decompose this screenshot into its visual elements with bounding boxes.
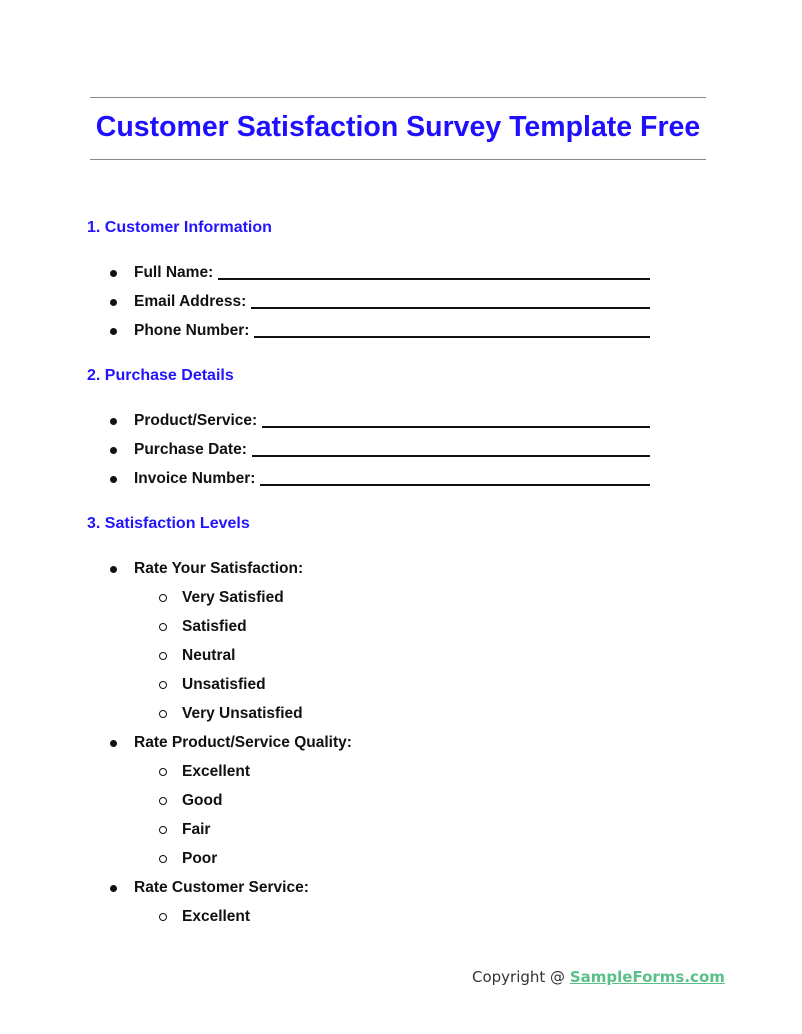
option-satisfied[interactable]: Satisfied xyxy=(134,612,650,641)
email-address-field[interactable] xyxy=(134,287,650,316)
blank-line[interactable] xyxy=(262,406,650,428)
option-excellent[interactable]: Excellent xyxy=(134,902,650,931)
product-service-field[interactable] xyxy=(134,406,650,435)
option-poor[interactable]: Poor xyxy=(134,844,650,873)
sampleforms-link[interactable]: SampleForms.com xyxy=(569,968,725,986)
section-heading-customer-information: 1. Customer Information xyxy=(87,219,272,236)
section-heading-satisfaction-levels: 3. Satisfaction Levels xyxy=(87,515,250,532)
field-label: Product/Service: xyxy=(134,412,258,429)
field-label: Phone Number: xyxy=(134,322,250,339)
blank-line[interactable] xyxy=(218,258,650,280)
option-fair[interactable]: Fair xyxy=(134,815,650,844)
top-divider xyxy=(90,97,706,98)
phone-number-field[interactable] xyxy=(134,316,650,345)
option-neutral[interactable]: Neutral xyxy=(134,641,650,670)
field-label: Full Name: xyxy=(134,264,214,281)
field-label: Invoice Number: xyxy=(134,470,256,487)
purchase-details-fields xyxy=(134,406,650,493)
question-customer-service: Rate Customer Service: xyxy=(134,873,650,902)
invoice-number-field[interactable] xyxy=(134,464,650,493)
purchase-date-field[interactable] xyxy=(134,435,650,464)
option-very-unsatisfied[interactable]: Very Unsatisfied xyxy=(134,699,650,728)
blank-line[interactable] xyxy=(252,435,650,457)
blank-line[interactable] xyxy=(260,464,650,486)
page-title: Customer Satisfaction Survey Template Free xyxy=(95,111,701,143)
option-good[interactable]: Good xyxy=(134,786,650,815)
copyright-text: Copyright @ xyxy=(472,968,570,986)
option-excellent[interactable]: Excellent xyxy=(134,757,650,786)
field-label: Email Address: xyxy=(134,293,247,310)
satisfaction-questions xyxy=(134,554,650,931)
option-unsatisfied[interactable]: Unsatisfied xyxy=(134,670,650,699)
question-quality: Rate Product/Service Quality: xyxy=(134,728,650,757)
option-very-satisfied[interactable]: Very Satisfied xyxy=(134,583,650,612)
title-divider xyxy=(90,159,706,160)
blank-line[interactable] xyxy=(251,287,650,309)
field-label: Purchase Date: xyxy=(134,441,247,458)
customer-information-fields xyxy=(134,258,650,345)
copyright-footer xyxy=(472,968,725,986)
blank-line[interactable] xyxy=(254,316,650,338)
section-heading-purchase-details: 2. Purchase Details xyxy=(87,367,234,384)
full-name-field[interactable] xyxy=(134,258,650,287)
question-satisfaction: Rate Your Satisfaction: xyxy=(134,554,650,583)
